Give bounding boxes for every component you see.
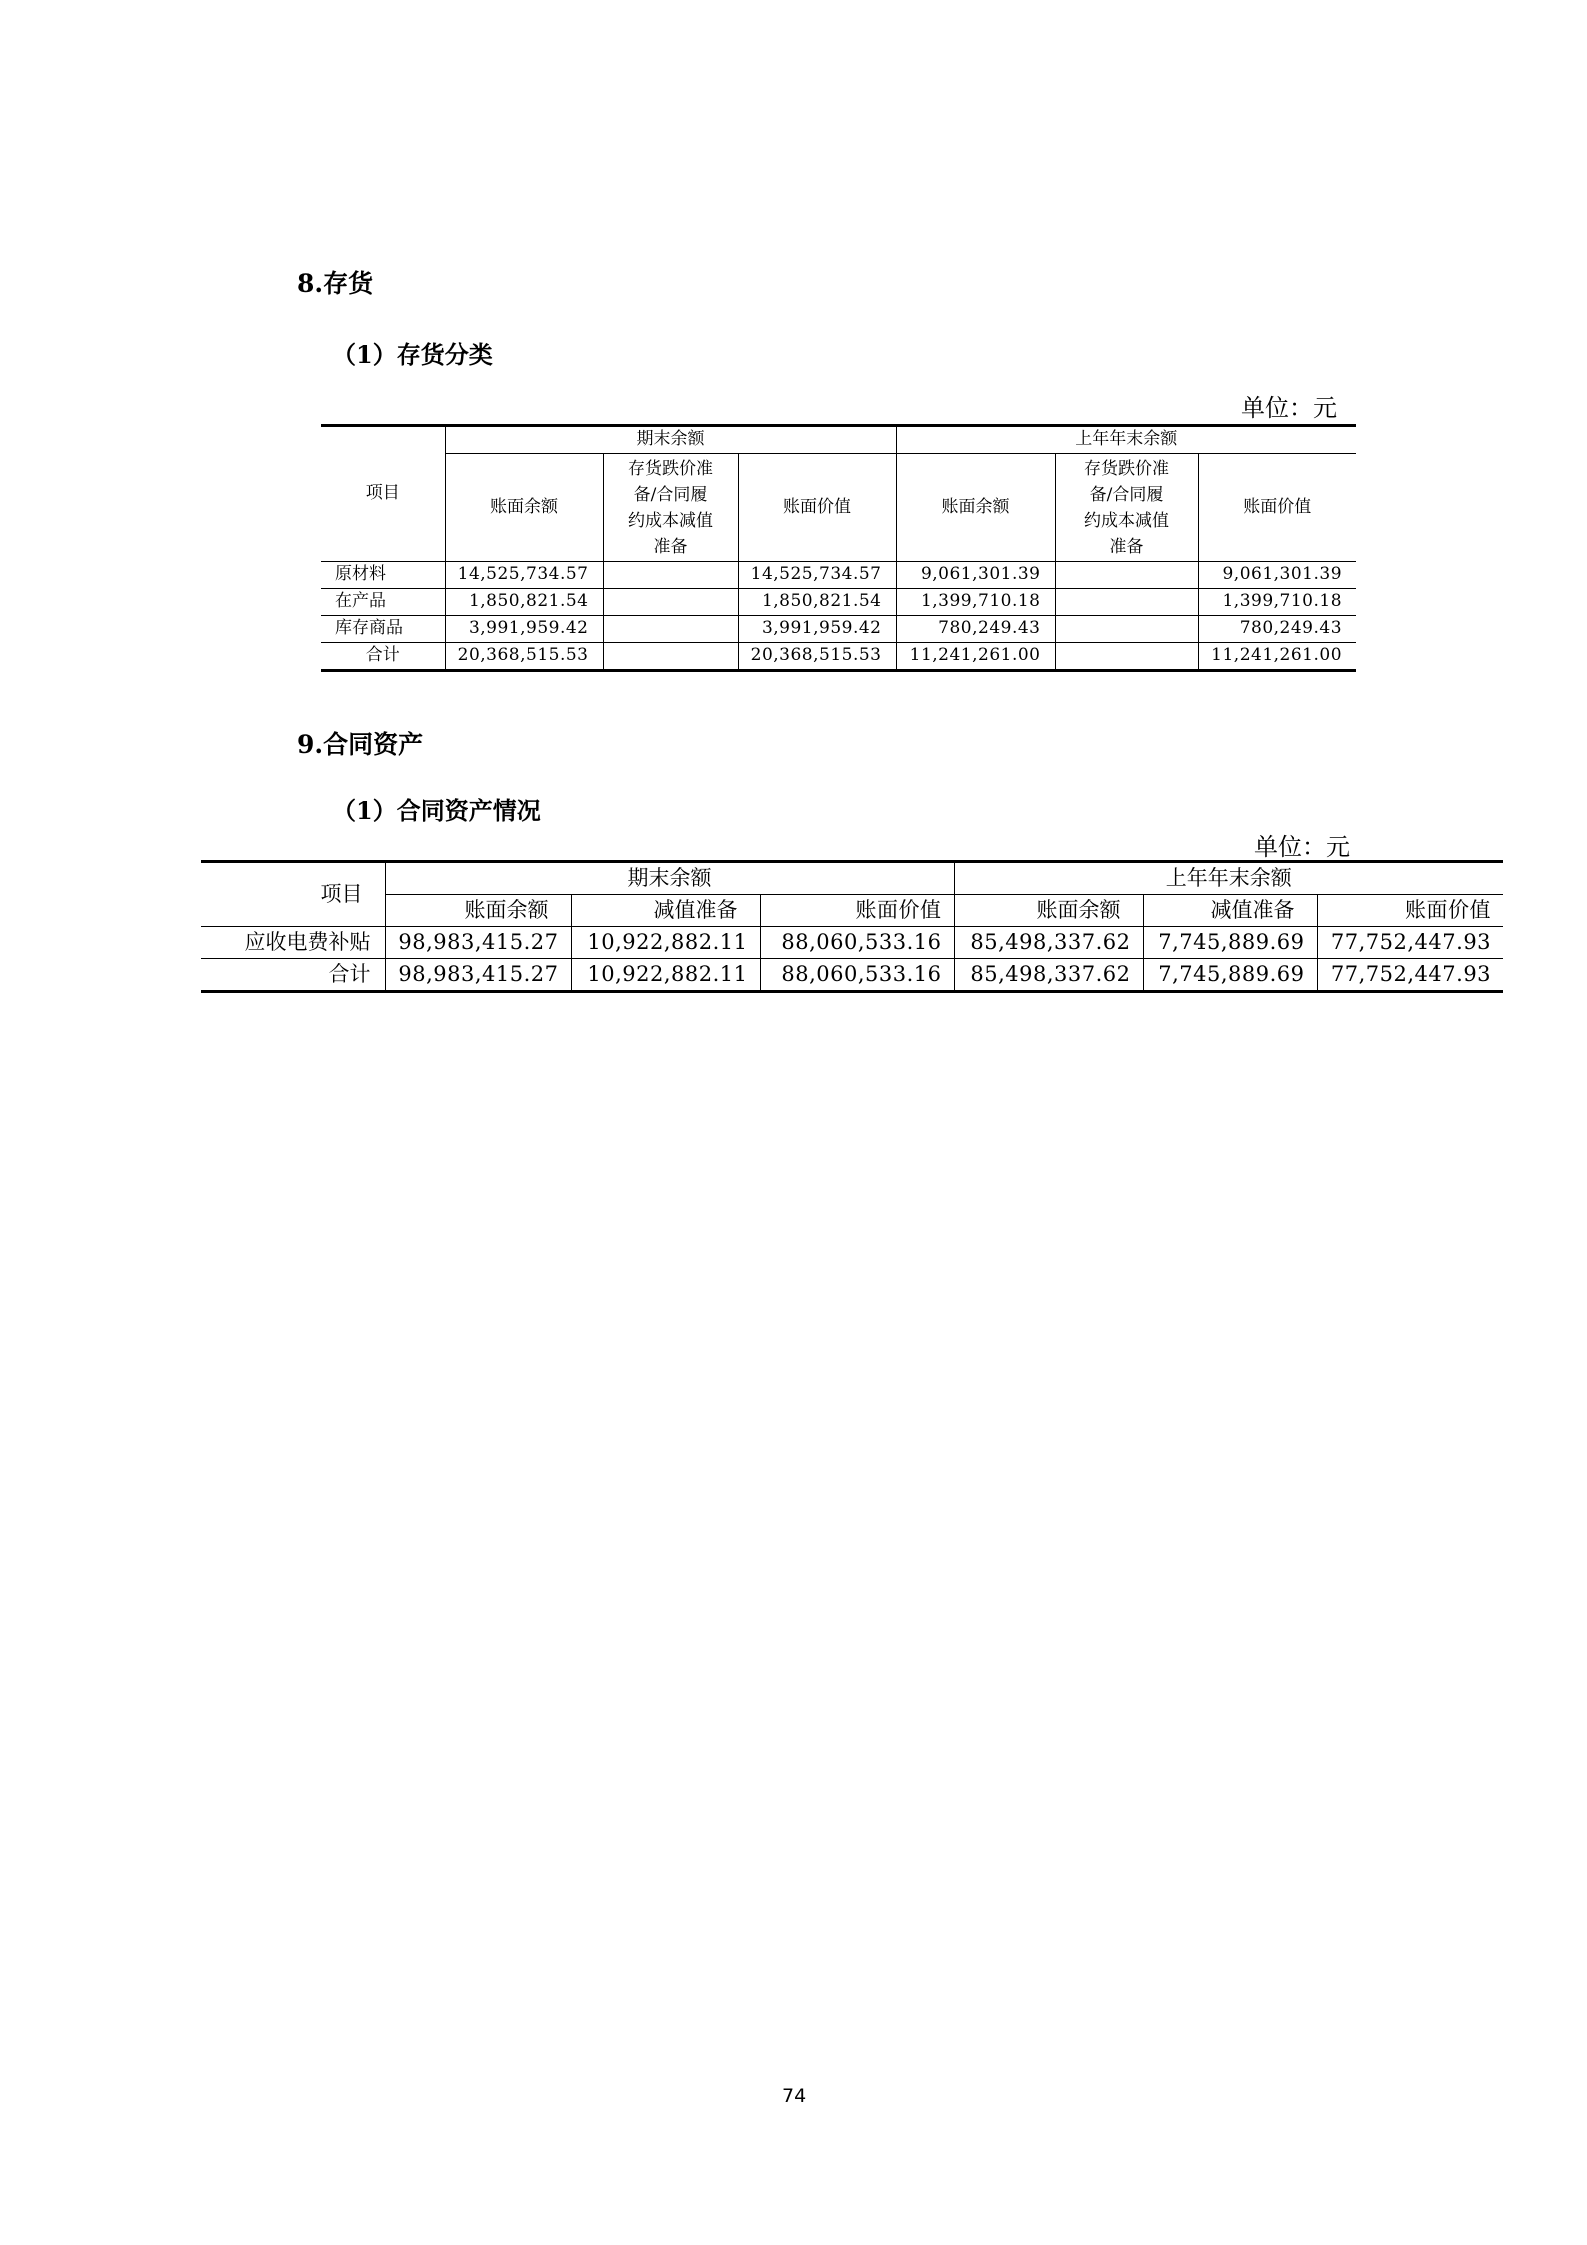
header-row-columns — [321, 454, 1356, 562]
cell-end-value: 88,060,533.16 — [760, 927, 954, 959]
contract-assets-table — [201, 860, 1503, 993]
col-prior-book-balance: 账面余额 — [954, 895, 1143, 927]
col-end-book-balance: 账面余额 — [385, 895, 571, 927]
cell-end-provision — [603, 616, 738, 643]
row-label: 库存商品 — [321, 616, 445, 643]
row-label: 原材料 — [321, 562, 445, 589]
cell-prior-balance: 1,399,710.18 — [896, 589, 1055, 616]
col-prior-book-balance: 账面余额 — [896, 454, 1055, 562]
page-number: 74 — [782, 2085, 807, 2107]
inventory-table — [321, 424, 1356, 672]
header-row-group — [321, 426, 1356, 454]
total-prior-value: 11,241,261.00 — [1198, 643, 1356, 671]
total-end-provision — [603, 643, 738, 671]
cell-end-balance: 98,983,415.27 — [385, 927, 571, 959]
cell-end-impairment: 10,922,882.11 — [571, 927, 760, 959]
cell-end-balance: 14,525,734.57 — [445, 562, 603, 589]
col-prior-book-value: 账面价值 — [1198, 454, 1356, 562]
provision-line: 存货跌价准 — [1084, 458, 1169, 479]
section-8-subtitle: （1）存货分类 — [332, 340, 493, 369]
cell-prior-value: 77,752,447.93 — [1317, 927, 1503, 959]
total-label: 合计 — [321, 643, 445, 671]
table-row — [321, 616, 1356, 643]
total-row — [321, 643, 1356, 671]
total-row — [201, 959, 1503, 992]
section-8-unit: 单位：元 — [1241, 394, 1337, 422]
header-row-columns — [201, 895, 1503, 927]
col-end-impairment: 减值准备 — [571, 895, 760, 927]
provision-line: 准备 — [1109, 536, 1144, 557]
item-header: 项目 — [201, 862, 385, 927]
section-9-subtitle: （1）合同资产情况 — [332, 796, 541, 825]
cell-prior-balance: 780,249.43 — [896, 616, 1055, 643]
provision-line: 准备 — [653, 536, 688, 557]
table-row — [321, 562, 1356, 589]
group-prior-header: 上年年末余额 — [896, 426, 1356, 454]
provision-line: 备/合同履 — [1089, 484, 1164, 505]
provision-line: 约成本减值 — [628, 510, 713, 531]
cell-end-provision — [603, 562, 738, 589]
cell-prior-impairment: 7,745,889.69 — [1143, 927, 1317, 959]
provision-line: 约成本减值 — [1084, 510, 1169, 531]
col-prior-impairment: 减值准备 — [1143, 895, 1317, 927]
section-8-title: 8.存货 — [297, 269, 374, 298]
row-label: 在产品 — [321, 589, 445, 616]
cell-prior-balance: 85,498,337.62 — [954, 927, 1143, 959]
col-end-book-value: 账面价值 — [760, 895, 954, 927]
provision-line: 备/合同履 — [633, 484, 708, 505]
provision-line: 存货跌价准 — [628, 458, 713, 479]
group-end-header: 期末余额 — [385, 862, 954, 895]
col-prior-book-value: 账面价值 — [1317, 895, 1503, 927]
cell-prior-balance: 9,061,301.39 — [896, 562, 1055, 589]
total-prior-impairment: 7,745,889.69 — [1143, 959, 1317, 992]
cell-end-provision — [603, 589, 738, 616]
table-row — [321, 589, 1356, 616]
total-prior-value: 77,752,447.93 — [1317, 959, 1503, 992]
cell-end-balance: 1,850,821.54 — [445, 589, 603, 616]
total-end-value: 20,368,515.53 — [738, 643, 896, 671]
col-end-book-value: 账面价值 — [738, 454, 896, 562]
cell-prior-provision — [1055, 616, 1198, 643]
row-label: 应收电费补贴 — [201, 927, 385, 959]
table-row — [201, 927, 1503, 959]
total-label: 合计 — [201, 959, 385, 992]
total-prior-balance: 85,498,337.62 — [954, 959, 1143, 992]
total-end-impairment: 10,922,882.11 — [571, 959, 760, 992]
cell-prior-value: 9,061,301.39 — [1198, 562, 1356, 589]
section-9-unit: 单位：元 — [1254, 833, 1350, 861]
col-end-book-balance: 账面余额 — [445, 454, 603, 562]
cell-prior-value: 1,399,710.18 — [1198, 589, 1356, 616]
total-end-balance: 20,368,515.53 — [445, 643, 603, 671]
total-end-balance: 98,983,415.27 — [385, 959, 571, 992]
cell-prior-value: 780,249.43 — [1198, 616, 1356, 643]
col-prior-provision — [1055, 454, 1198, 562]
col-end-provision — [603, 454, 738, 562]
cell-prior-provision — [1055, 562, 1198, 589]
total-end-value: 88,060,533.16 — [760, 959, 954, 992]
cell-end-balance: 3,991,959.42 — [445, 616, 603, 643]
section-9-title: 9.合同资产 — [297, 730, 424, 759]
group-end-header: 期末余额 — [445, 426, 896, 454]
cell-prior-provision — [1055, 589, 1198, 616]
item-header: 项目 — [321, 426, 445, 562]
group-prior-header: 上年年末余额 — [954, 862, 1503, 895]
total-prior-balance: 11,241,261.00 — [896, 643, 1055, 671]
header-row-group — [201, 862, 1503, 895]
cell-end-value: 14,525,734.57 — [738, 562, 896, 589]
cell-end-value: 1,850,821.54 — [738, 589, 896, 616]
total-prior-provision — [1055, 643, 1198, 671]
cell-end-value: 3,991,959.42 — [738, 616, 896, 643]
